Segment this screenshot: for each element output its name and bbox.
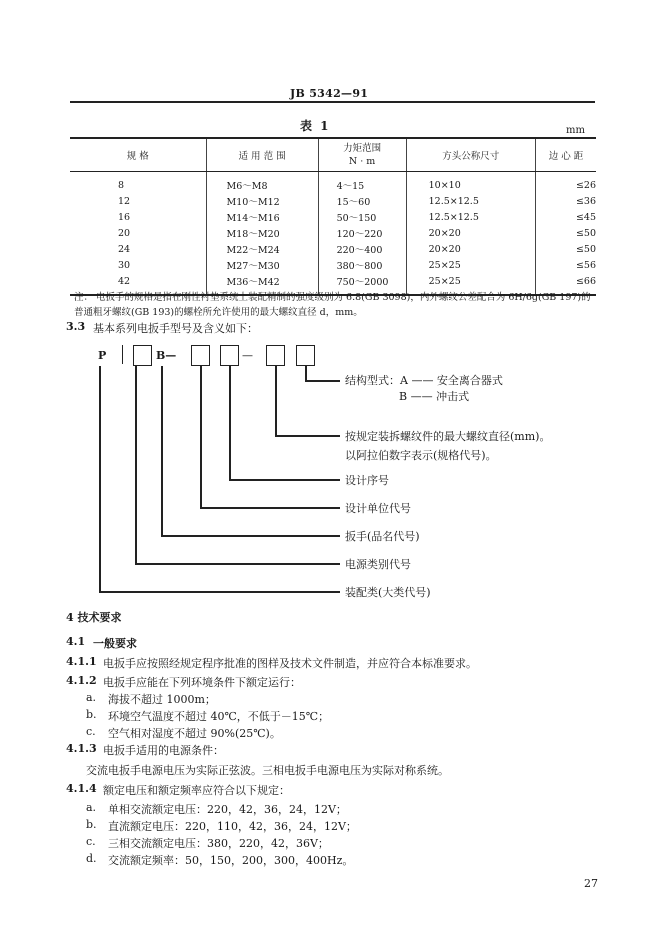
cell-torque: 120～220 (318, 225, 406, 241)
list-item-marker: b. (86, 818, 97, 831)
header-torque-line1: 力矩范围 (343, 143, 382, 154)
cell-center: ≤45 (535, 209, 596, 225)
cell-torque: 380～800 (318, 257, 406, 273)
cell-square: 25×25 (406, 273, 535, 295)
cell-square: 12.5×12.5 (406, 209, 535, 225)
s4-1-3-num: 4.1.3 (66, 742, 97, 755)
model-box-design-unit (191, 345, 210, 366)
cell-range: M18～M20 (206, 225, 318, 241)
cell-square: 10×10 (406, 172, 535, 194)
model-char-p: P (98, 349, 107, 362)
model-box-power (114, 345, 123, 364)
table-row (70, 172, 596, 194)
section-4-heading: 4 技术要求 (66, 611, 122, 624)
table-row (70, 193, 596, 209)
s4-1-title: 一般要求 (93, 637, 137, 650)
leader-structure-h (305, 380, 340, 382)
cell-square: 25×25 (406, 257, 535, 273)
s4-1-2-text: 电扳手应能在下列环境条件下额定运行： (103, 676, 301, 689)
cell-torque: 750～2000 (318, 273, 406, 295)
cell-center: ≤66 (535, 273, 596, 295)
list-item-marker: c. (86, 835, 96, 848)
model-box-max-dia (266, 345, 285, 366)
list-item-marker: b. (86, 708, 97, 721)
model-box-design-seq (220, 345, 239, 366)
header-rule (70, 101, 595, 103)
leader-assembly-v (99, 366, 101, 592)
cell-center: ≤50 (535, 225, 596, 241)
model-char-b: B— (156, 349, 177, 362)
header-torque (318, 138, 406, 172)
cell-square: 20×20 (406, 225, 535, 241)
list-item-text: 海拔不超过 1000m； (108, 693, 216, 706)
cell-torque: 50～150 (318, 209, 406, 225)
list-item-text: 直流额定电压：220，110，42，36，24，12V； (108, 820, 357, 833)
model-box-wrench (133, 345, 152, 366)
leader-wrench-v (161, 366, 163, 536)
cell-range: M22～M24 (206, 241, 318, 257)
label-max-dia: 按规定装拆螺纹件的最大螺纹直径(mm)。 (345, 430, 551, 443)
label-arabic: 以阿拉伯数字表示(规格代号)。 (345, 449, 497, 462)
cell-torque: 15～60 (318, 193, 406, 209)
table-unit: mm (566, 125, 585, 136)
leader-maxdia-v (275, 366, 277, 436)
list-item-text: 三相交流额定电压：380，220，42，36V； (108, 837, 329, 850)
table-row (70, 257, 596, 273)
leader-designseq-v (229, 366, 231, 480)
model-box-structure (296, 345, 315, 366)
table-row (70, 241, 596, 257)
s4-1-2-num: 4.1.2 (66, 674, 97, 687)
list-item-text: 交流额定频率：50，150，200，300，400Hz。 (108, 854, 354, 867)
page-number: 27 (584, 877, 598, 890)
leader-maxdia-h (275, 435, 340, 437)
cell-spec: 42 (118, 275, 131, 287)
section-3-3-number: 3.3 (66, 320, 86, 333)
s4-1-num: 4.1 (66, 635, 86, 648)
cell-torque: 4～15 (318, 172, 406, 194)
cell-spec: 24 (118, 243, 131, 255)
cell-spec: 12 (118, 195, 131, 207)
label-wrench: 扳手(品名代号) (345, 530, 420, 543)
label-structure: 结构型式：A —— 安全离合器式 (345, 374, 503, 387)
label-design-seq: 设计序号 (345, 474, 389, 487)
cell-square: 12.5×12.5 (406, 193, 535, 209)
list-item-text: 环境空气温度不超过 40℃，不低于－15℃； (108, 710, 330, 723)
cell-center: ≤50 (535, 241, 596, 257)
header-torque-line2: N · m (348, 156, 376, 167)
standard-number: JB 5342—91 (290, 87, 369, 100)
label-assembly: 装配类(大类代号) (345, 586, 431, 599)
cell-center: ≤56 (535, 257, 596, 273)
list-item-text: 单相交流额定电压：220，42，36，24，12V； (108, 803, 347, 816)
cell-range: M6～M8 (206, 172, 318, 194)
leader-power-v (135, 366, 137, 564)
s4-1-1-text: 电扳手应按照经规定程序批准的图样及技术文件制造，并应符合本标准要求。 (103, 657, 477, 670)
leader-designunit-h (200, 507, 340, 509)
cell-spec: 8 (118, 179, 125, 191)
table-row (70, 209, 596, 225)
leader-wrench-h (161, 535, 340, 537)
cell-spec: 20 (118, 227, 131, 239)
table-caption: 表 1 (300, 119, 331, 133)
s4-1-3-body: 交流电扳手电源电压为实际正弦波。三相电扳手电源电压为实际对称系统。 (86, 764, 449, 777)
header-spec: 规 格 (70, 138, 206, 172)
leader-designseq-h (229, 479, 340, 481)
s4-1-1-num: 4.1.1 (66, 655, 97, 668)
label-structure-b: B —— 冲击式 (399, 390, 470, 403)
cell-torque: 220～400 (318, 241, 406, 257)
label-design-unit: 设计单位代号 (345, 502, 411, 515)
section-3-3-title: 基本系列电扳手型号及含义如下： (93, 322, 258, 335)
table-header-row (70, 138, 596, 172)
cell-center: ≤26 (535, 172, 596, 194)
cell-range: M14～M16 (206, 209, 318, 225)
cell-spec: 30 (118, 259, 131, 271)
header-center: 边 心 距 (535, 138, 596, 172)
table-row (70, 225, 596, 241)
cell-spec: 16 (118, 211, 131, 223)
label-power: 电源类别代号 (345, 558, 411, 571)
cell-center: ≤36 (535, 193, 596, 209)
cell-square: 20×20 (406, 241, 535, 257)
cell-range: M10～M12 (206, 193, 318, 209)
list-item-marker: c. (86, 725, 96, 738)
s4-1-4-text: 额定电压和额定频率应符合以下规定： (103, 784, 290, 797)
leader-structure-v (305, 366, 307, 380)
model-char-dash: — (242, 349, 253, 362)
leader-power-h (135, 563, 340, 565)
cell-range: M27～M30 (206, 257, 318, 273)
list-item-text: 空气相对湿度不超过 90%(25℃)。 (108, 727, 281, 740)
leader-assembly-h (99, 591, 340, 593)
s4-1-4-num: 4.1.4 (66, 782, 97, 795)
cell-range: M36～M42 (206, 273, 318, 295)
list-item-marker: d. (86, 852, 97, 865)
s4-1-3-text: 电扳手适用的电源条件： (103, 744, 224, 757)
spec-table (70, 137, 596, 296)
leader-designunit-v (200, 366, 202, 508)
list-item-marker: a. (86, 801, 97, 814)
table-note: 注： 电扳手的规格是指在刚性衬垫系统上装配精制的强度级别为 6.8(GB 3098)，内外螺纹公差配合为 6H/6g(GB 197)的普通粗牙螺纹(GB 193)的螺栓所允许使用的最大螺纹直径 d，mm。 (74, 292, 591, 318)
header-range: 适 用 范 围 (206, 138, 318, 172)
header-square: 方头公称尺寸 (406, 138, 535, 172)
list-item-marker: a. (86, 691, 97, 704)
